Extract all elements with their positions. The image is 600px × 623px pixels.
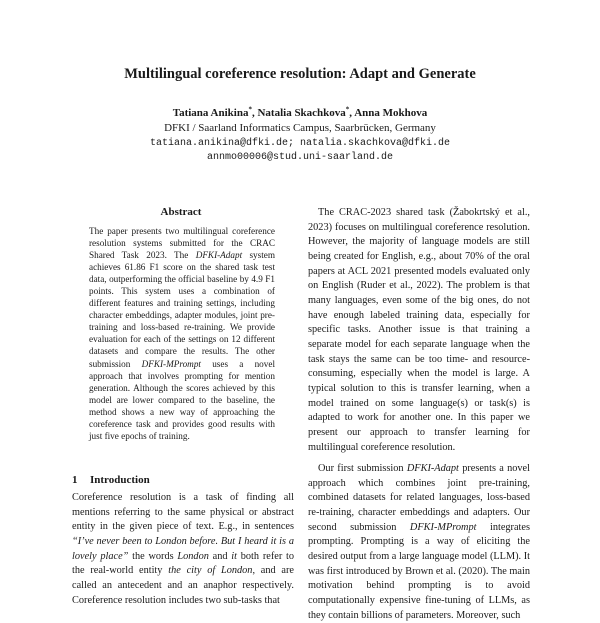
body-text: and xyxy=(208,550,232,562)
body-text: Our first submission xyxy=(318,463,407,475)
affiliation: DFKI / Saarland Informatics Campus, Saarbrücken, Germany xyxy=(164,122,436,134)
body-text: Coreference resolution is a task of finding all mentions referring to the same physical or abstract entity in the given piece of text. E.g., in sentences xyxy=(72,492,294,533)
right-column xyxy=(308,206,530,623)
system-name: DFKI-MPrompt xyxy=(141,358,201,369)
example-word: it xyxy=(231,550,237,562)
abstract-heading: Abstract xyxy=(160,206,202,218)
author-mark: * xyxy=(248,105,252,114)
abstract-body xyxy=(89,225,275,442)
system-name: DFKI-MPrompt xyxy=(409,521,477,533)
abstract-text: The paper presents two multilingual coreference resolution systems submitted for the CRAC Shared Task 2023. The xyxy=(89,226,275,261)
system-name: DFKI-Adapt xyxy=(195,250,243,261)
author-list: Tatiana Anikina*, Natalia Skachkova*, Anna Mokhova xyxy=(172,105,428,119)
paragraph: The CRAC-2023 shared task (Žabokrtský et al., 2023) focuses on multilingual coreference resolution. However, the majority of language models are still being created for English, e.g., about 70% of the oral papers at ACL 2021 presented models evaluated only on English (Ruder et al., 2022). The problem is that many languages, even some of the big ones, do not have enough labeled training data, especially for specific tasks. Another issue is that training a separate model for each separate language when the task stays the same can be too time- and resource-consuming, especially when the model is large. A typical solution to this is transfer learning, when a model trained on some language(s) or task(s) is adapted to work for another one. In this paper we present our approach to transfer learning for multilingual coreference resolution. xyxy=(308,207,530,453)
body-text: both refer to the real-world entity xyxy=(72,550,295,577)
body-text: presents a novel approach which combines joint pre-training, combined datasets for related languages, loss-based re-training, character embeddings and adapters. Our second submission xyxy=(308,463,530,533)
abstract-text: uses a novel approach that involves prompting for mention generation. Although the scores achieved by this model are lower compared to the baseline, the method shows a new way of approaching the coreference task and provides good results with just five epochs of training. xyxy=(89,358,275,441)
abstract-text: system achieves 61.86 F1 score on the shared task test data, outperforming the official baseline by 4.9 F1 points. This system uses a combination of different features and training settings, including character embeddings, adapter modules, joint pre-training and loss-based re-training. We provide evaluation for each of the settings on 12 different datasets and compare the results. The other submission xyxy=(89,250,275,369)
system-name: DFKI-Adapt xyxy=(406,463,459,475)
email-line: annmo00006@stud.uni-saarland.de xyxy=(206,152,394,163)
email-line: tatiana.anikina@dfki.de; natalia.skachkova@dfki.de xyxy=(149,138,451,149)
paragraph xyxy=(308,462,530,623)
body-text: the words xyxy=(128,550,178,562)
body-text: integrates prompting. Prompting is a way of eliciting the desired output from a large language model (LLM). It was first introduced by Brown et al. (2020). The main motivation behind prompting is to avoid computationally expensive fine-tuning of LLMs, as they contain billions of parameters. Moreover, such xyxy=(308,521,531,621)
section-title: Introduction xyxy=(90,474,150,486)
section-number: 1 xyxy=(72,474,78,486)
author-name: Natalia Skachkova xyxy=(257,107,346,119)
body-text: , and are called an antecedent and an anaphor respectively. Coreference resolution includes two sub-tasks that xyxy=(72,565,294,606)
paper-title: Multilingual coreference resolution: Adapt and Generate xyxy=(124,66,476,82)
example-quote: “I’ve never been to London before. But I heard it is a lovely place” xyxy=(72,535,294,562)
introduction-body xyxy=(72,491,294,608)
section-heading-introduction xyxy=(72,474,292,486)
example-word: the city of London xyxy=(168,565,253,577)
example-word: London xyxy=(177,550,209,562)
author-name: Tatiana Anikina xyxy=(172,107,249,119)
author-mark: * xyxy=(345,105,350,114)
author-name: Anna Mokhova xyxy=(354,107,428,119)
